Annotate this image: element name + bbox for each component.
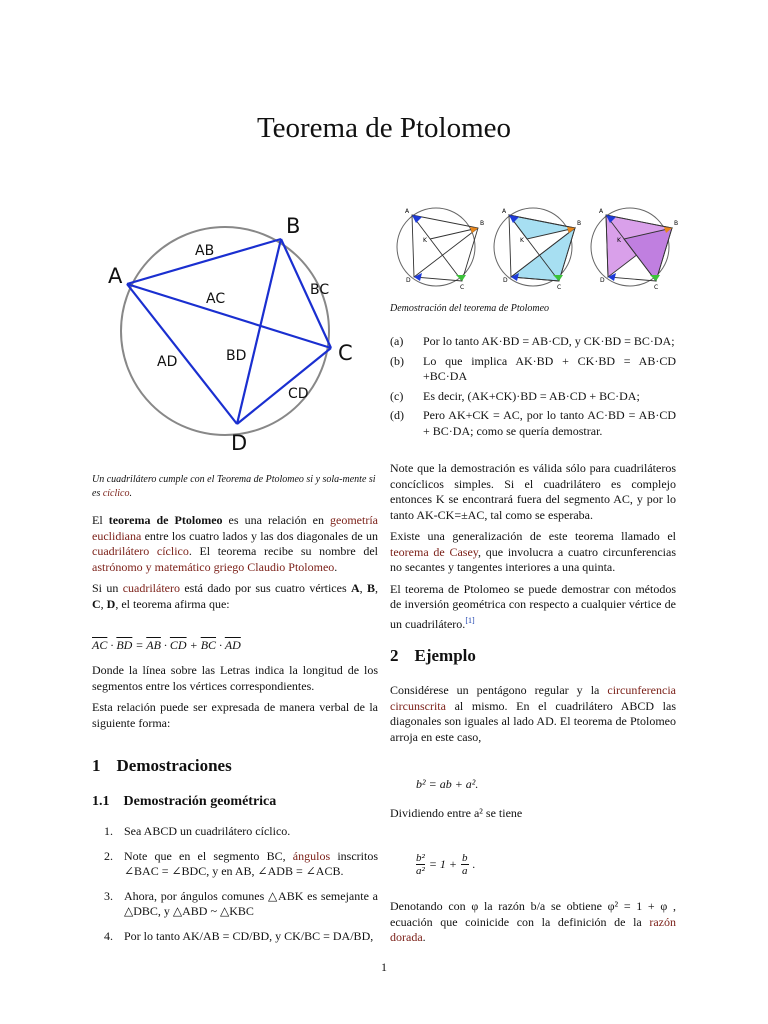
equation-1: b² = ab + a². bbox=[416, 777, 479, 791]
diag-label-bd: BD bbox=[226, 348, 247, 364]
intro-paragraph-3: Donde la línea sobre las Letras indica la longitud de los segmentos entre los vértices correspondientes. bbox=[92, 663, 378, 693]
list-item: 2. Note que en el segmento BC, ángulos inscritos ∠BAC = ∠BDC, y en AB, ∠ADB = ∠ACB. bbox=[104, 848, 378, 878]
circumcircle bbox=[121, 227, 329, 435]
right-paragraph-3: El teorema de Ptolomeo se puede demostrar con métodos de inversión geométrica con respecto a cualquier vértice de un cuadrilátero.[1] bbox=[390, 581, 676, 631]
list-item: (b) Lo que implica AK·BD + CK·BD = AB·CD +BC·DA bbox=[390, 353, 676, 383]
proof-steps bbox=[92, 824, 378, 953]
example-paragraph-1: Considérese un pentágono regular y la circunferencia circunscrita al mismo. En el cuadrilátero ABCD las diagonales son iguales al lado AD. El teorema de Ptolomeo arroja en este caso, bbox=[390, 683, 676, 744]
svg-text:D: D bbox=[503, 277, 508, 284]
svg-text:B: B bbox=[674, 220, 679, 227]
ptolemy-formula: $\overline{AC} \cdot \overline{BD} = \overline{AB} \cdot \overline{CD} + \overline{BC} \cdot \overline{AD}$ bbox=[92, 638, 241, 652]
segment-cd bbox=[237, 348, 331, 424]
intro-paragraph-1: El teorema de Ptolomeo es una relación en geometría euclidiana entre los cuatro lados y las dos diagonales de un cuadrilátero cíclico. El teorema recibe su nombre del astrónomo y matemático griego Claudio Ptolomeo. bbox=[92, 513, 378, 574]
vertex-label-b: B bbox=[286, 214, 301, 238]
list-item: (a) Por lo tanto AK·BD = AB·CD, y CK·BD = BC·DA; bbox=[390, 334, 675, 348]
link-cuadrilatero-ciclico[interactable]: cuadrilátero cíclico bbox=[92, 544, 189, 558]
intro-paragraph-4: Esta relación puede ser expresada de manera verbal de la siguiente forma: bbox=[92, 700, 378, 730]
link-circunferencia-circunscrita[interactable]: circunferencia circunscrita bbox=[390, 683, 676, 713]
svg-text:C: C bbox=[654, 284, 659, 291]
list-item: 4. Por lo tanto AK/AB = CD/BD, y CK/BC = DA/BD, bbox=[104, 928, 374, 943]
link-angulos[interactable]: ángulos bbox=[292, 848, 331, 863]
section-1-1-heading: 1.1 Demostración geométrica bbox=[92, 794, 277, 809]
proof-figures-caption: Demostración del teorema de Ptolomeo bbox=[390, 303, 550, 314]
vertex-label-c: C bbox=[338, 341, 353, 365]
svg-text:K: K bbox=[423, 237, 427, 244]
svg-text:K: K bbox=[617, 237, 621, 244]
example-paragraph-2: Dividiendo entre a² se tiene bbox=[390, 806, 523, 820]
link-teorema-de-casey[interactable]: teorema de Casey bbox=[390, 544, 479, 559]
caption-end: . bbox=[129, 488, 132, 499]
side-label-ad: AD bbox=[157, 354, 178, 370]
intro-explanation bbox=[92, 663, 378, 737]
list-item: 1. Sea ABCD un cuadrilátero cíclico. bbox=[104, 824, 291, 838]
caption-link-ciclico[interactable]: cíclico bbox=[102, 488, 130, 499]
proof-figure-1 bbox=[397, 208, 484, 291]
link-claudio-ptolomeo[interactable]: astrónomo y matemático griego Claudio Ptolomeo bbox=[92, 559, 335, 574]
example-paragraph-3: Denotando con φ la razón b/a se obtiene φ² = 1 + φ , ecuación que coinicide con la definición de la razón dorada. bbox=[390, 899, 676, 944]
svg-text:B: B bbox=[480, 220, 485, 227]
svg-text:D: D bbox=[406, 277, 411, 284]
svg-text:C: C bbox=[557, 284, 562, 291]
intro-section bbox=[92, 513, 378, 618]
diagonal-ac bbox=[127, 284, 331, 348]
proof-substeps bbox=[390, 334, 676, 443]
section-2-heading: 2 Ejemplo bbox=[390, 646, 476, 665]
link-geometria-euclidiana[interactable]: geometría euclidiana bbox=[92, 513, 378, 543]
diagonal-bd bbox=[237, 239, 281, 424]
svg-text:B: B bbox=[577, 220, 582, 227]
equation-2: $\frac{\text{b²}}{\text{a²}}$ = 1 + $\frac{b}{a}$ . bbox=[416, 852, 476, 877]
right-paragraph-2: Existe una generalización de este teorema llamado el teorema de Casey, que involucra a cuatro circunferencias no secantes y tangentes interiores a una quinta. bbox=[390, 529, 676, 574]
main-figure-caption bbox=[92, 473, 378, 501]
page-number: 1 bbox=[381, 960, 387, 974]
link-cuadrilatero[interactable]: cuadrilátero bbox=[122, 581, 180, 595]
reference-link[interactable]: [1] bbox=[465, 615, 475, 625]
svg-text:D: D bbox=[600, 277, 605, 284]
vertex-label-a: A bbox=[108, 264, 123, 288]
right-paragraph-1: Note que la demostración es válida sólo para cuadriláteros concíclicos simples. Si el cuadrilátero es complejo entonces K se encontrará fuera del segmento AC, y por lo tanto AK-CK=±AC, tal como se esperaba. bbox=[390, 461, 676, 522]
term-bold: teorema de Ptolomeo bbox=[108, 513, 223, 527]
caption-text: Un cuadrilátero cumple con el Teorema de Ptolomeo si y sola-mente si es bbox=[92, 474, 376, 499]
section-1-heading: 1 Demostraciones bbox=[92, 756, 232, 775]
svg-text:A: A bbox=[405, 208, 410, 215]
side-label-ab: AB bbox=[195, 243, 215, 259]
list-item: 3. Ahora, por ángulos comunes △ABK es semejante a △DBC, y △ABD ~ △KBC bbox=[104, 888, 378, 918]
proof-figure-2 bbox=[494, 208, 581, 291]
side-label-bc: BC bbox=[310, 282, 330, 298]
svg-text:K: K bbox=[520, 237, 524, 244]
page-title: Teorema de Ptolomeo bbox=[256, 112, 512, 144]
svg-text:A: A bbox=[502, 208, 507, 215]
list-item: (d) Pero AK+CK = AC, por lo tanto AC·BD = AB·CD + BC·DA; como se quería demostrar. bbox=[390, 408, 676, 438]
proof-figures bbox=[392, 203, 682, 291]
vertex-label-d: D bbox=[231, 431, 248, 455]
link-razon-dorada[interactable]: razón dorada bbox=[390, 914, 676, 944]
svg-text:C: C bbox=[460, 284, 465, 291]
svg-text:A: A bbox=[599, 208, 604, 215]
ptolemy-main-figure bbox=[100, 212, 370, 462]
diag-label-ac: AC bbox=[206, 291, 226, 307]
proof-figure-3 bbox=[591, 208, 678, 291]
list-item: (c) Es decir, (AK+CK)·BD = AB·CD + BC·DA; bbox=[390, 388, 640, 403]
right-column-text bbox=[390, 461, 676, 638]
intro-paragraph-2: Si un cuadrilátero está dado por sus cuatro vértices A, B, C, D, el teorema afirma que: bbox=[92, 581, 378, 611]
side-label-cd: CD bbox=[288, 386, 309, 402]
